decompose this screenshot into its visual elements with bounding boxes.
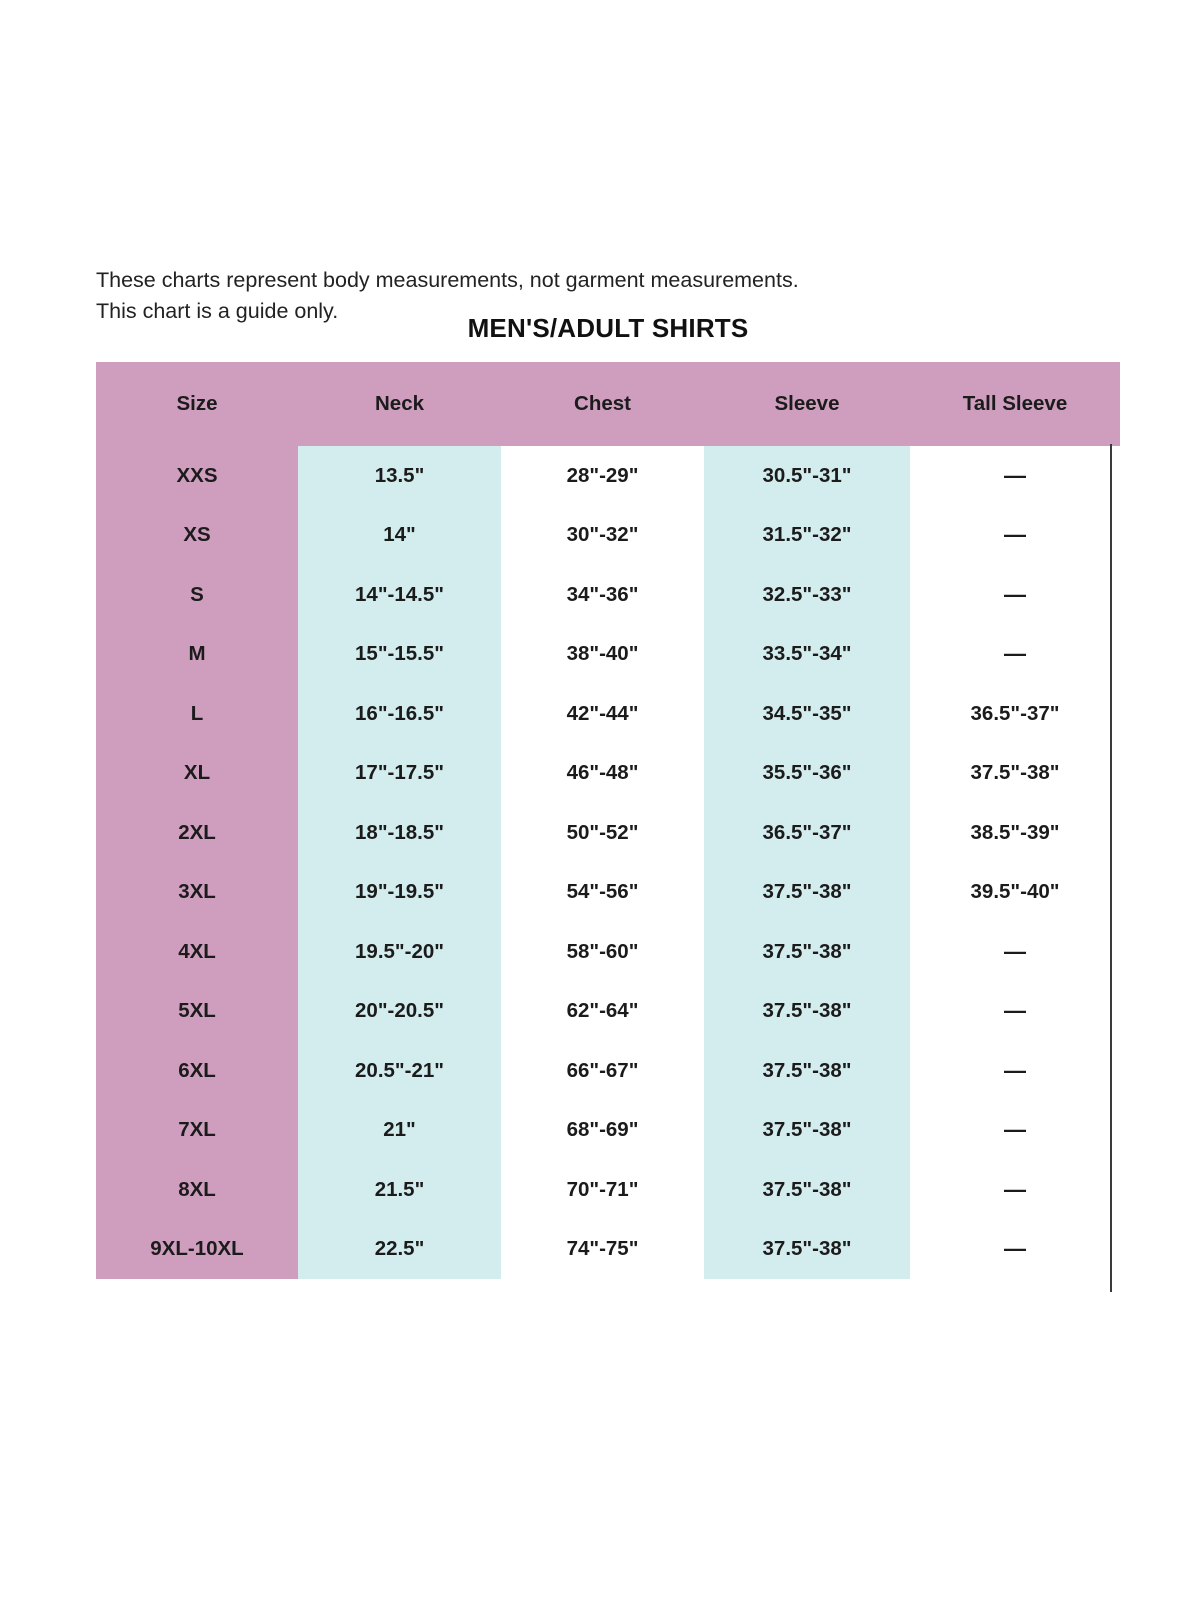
table-row [96, 625, 1120, 685]
cell-size: 9XL-10XL [96, 1220, 298, 1280]
cell-tall-sleeve [910, 446, 1120, 506]
dash-glyph: — [1004, 581, 1026, 607]
cell-chest: 66"-67" [501, 1041, 704, 1101]
cell-chest: 68"-69" [501, 1101, 704, 1161]
cell-size: 5XL [96, 982, 298, 1042]
cell-size: 8XL [96, 1160, 298, 1220]
table-row [96, 1101, 1120, 1161]
dash-glyph: — [1004, 641, 1026, 667]
cell-neck: 22.5" [298, 1220, 501, 1280]
cell-chest: 74"-75" [501, 1220, 704, 1280]
cell-chest: 34"-36" [501, 565, 704, 625]
cell-neck: 20"-20.5" [298, 982, 501, 1042]
cell-sleeve: 30.5"-31" [704, 446, 910, 506]
table-row [96, 982, 1120, 1042]
table-row [96, 803, 1120, 863]
cell-sleeve: 37.5"-38" [704, 1101, 910, 1161]
cell-tall-sleeve [910, 506, 1120, 566]
cell-size: S [96, 565, 298, 625]
cell-sleeve: 37.5"-38" [704, 863, 910, 923]
table-row [96, 684, 1120, 744]
cell-tall-sleeve [910, 922, 1120, 982]
table-row [96, 863, 1120, 923]
cell-sleeve: 37.5"-38" [704, 1041, 910, 1101]
cell-tall-sleeve [910, 1160, 1120, 1220]
dash-glyph: — [1004, 998, 1026, 1024]
cell-sleeve: 31.5"-32" [704, 506, 910, 566]
cell-tall-sleeve [910, 625, 1120, 685]
cell-neck: 20.5"-21" [298, 1041, 501, 1101]
dash-glyph: — [1004, 462, 1026, 488]
disclaimer-line-1: These charts represent body measurements, not garment measurements. [96, 268, 799, 292]
table-row [96, 1220, 1120, 1280]
column-header-neck: Neck [298, 362, 501, 446]
dash-glyph: — [1004, 522, 1026, 548]
cell-tall-sleeve: 36.5"-37" [910, 684, 1120, 744]
table-row [96, 1160, 1120, 1220]
table-row [96, 565, 1120, 625]
cell-size: M [96, 625, 298, 685]
dash-glyph: — [1004, 1236, 1026, 1262]
cell-tall-sleeve [910, 1101, 1120, 1161]
cell-chest: 62"-64" [501, 982, 704, 1042]
dash-glyph: — [1004, 1176, 1026, 1202]
column-header-tall-sleeve: Tall Sleeve [910, 362, 1120, 446]
cell-sleeve: 37.5"-38" [704, 1160, 910, 1220]
table-row [96, 744, 1120, 804]
cell-size: XS [96, 506, 298, 566]
table-row [96, 446, 1120, 506]
cell-tall-sleeve [910, 1220, 1120, 1280]
cell-size: 2XL [96, 803, 298, 863]
cell-tall-sleeve: 37.5"-38" [910, 744, 1120, 804]
cell-sleeve: 37.5"-38" [704, 1220, 910, 1280]
cell-neck: 14" [298, 506, 501, 566]
dash-glyph: — [1004, 938, 1026, 964]
dash-glyph: — [1004, 1057, 1026, 1083]
cell-neck: 21.5" [298, 1160, 501, 1220]
cell-neck: 13.5" [298, 446, 501, 506]
column-header-chest: Chest [501, 362, 704, 446]
cell-neck: 15"-15.5" [298, 625, 501, 685]
cell-size: 7XL [96, 1101, 298, 1161]
cell-sleeve: 37.5"-38" [704, 922, 910, 982]
cell-size: XL [96, 744, 298, 804]
table-right-rule [1110, 444, 1112, 1292]
cell-neck: 17"-17.5" [298, 744, 501, 804]
column-header-sleeve: Sleeve [704, 362, 910, 446]
cell-neck: 16"-16.5" [298, 684, 501, 744]
cell-chest: 38"-40" [501, 625, 704, 685]
cell-chest: 46"-48" [501, 744, 704, 804]
cell-chest: 28"-29" [501, 446, 704, 506]
cell-neck: 19.5"-20" [298, 922, 501, 982]
table-row [96, 922, 1120, 982]
size-table [96, 362, 1120, 1279]
cell-neck: 19"-19.5" [298, 863, 501, 923]
cell-chest: 54"-56" [501, 863, 704, 923]
cell-chest: 30"-32" [501, 506, 704, 566]
page-title: MEN'S/ADULT SHIRTS [467, 313, 749, 343]
cell-size: XXS [96, 446, 298, 506]
column-header-size: Size [96, 362, 298, 446]
cell-size: 3XL [96, 863, 298, 923]
cell-neck: 14"-14.5" [298, 565, 501, 625]
cell-tall-sleeve: 38.5"-39" [910, 803, 1120, 863]
cell-size: 4XL [96, 922, 298, 982]
cell-chest: 50"-52" [501, 803, 704, 863]
cell-neck: 21" [298, 1101, 501, 1161]
dash-glyph: — [1004, 1117, 1026, 1143]
cell-chest: 58"-60" [501, 922, 704, 982]
cell-tall-sleeve [910, 565, 1120, 625]
cell-chest: 42"-44" [501, 684, 704, 744]
cell-sleeve: 36.5"-37" [704, 803, 910, 863]
cell-sleeve: 33.5"-34" [704, 625, 910, 685]
cell-sleeve: 34.5"-35" [704, 684, 910, 744]
cell-size: L [96, 684, 298, 744]
cell-tall-sleeve [910, 982, 1120, 1042]
cell-chest: 70"-71" [501, 1160, 704, 1220]
size-table-container [96, 362, 1120, 1279]
cell-sleeve: 32.5"-33" [704, 565, 910, 625]
cell-sleeve: 35.5"-36" [704, 744, 910, 804]
cell-neck: 18"-18.5" [298, 803, 501, 863]
disclaimer-line-2: This chart is a guide only. [96, 299, 339, 323]
cell-sleeve: 37.5"-38" [704, 982, 910, 1042]
table-row [96, 1041, 1120, 1101]
cell-tall-sleeve: 39.5"-40" [910, 863, 1120, 923]
table-header-row [96, 362, 1120, 446]
cell-size: 6XL [96, 1041, 298, 1101]
cell-tall-sleeve [910, 1041, 1120, 1101]
table-row [96, 506, 1120, 566]
